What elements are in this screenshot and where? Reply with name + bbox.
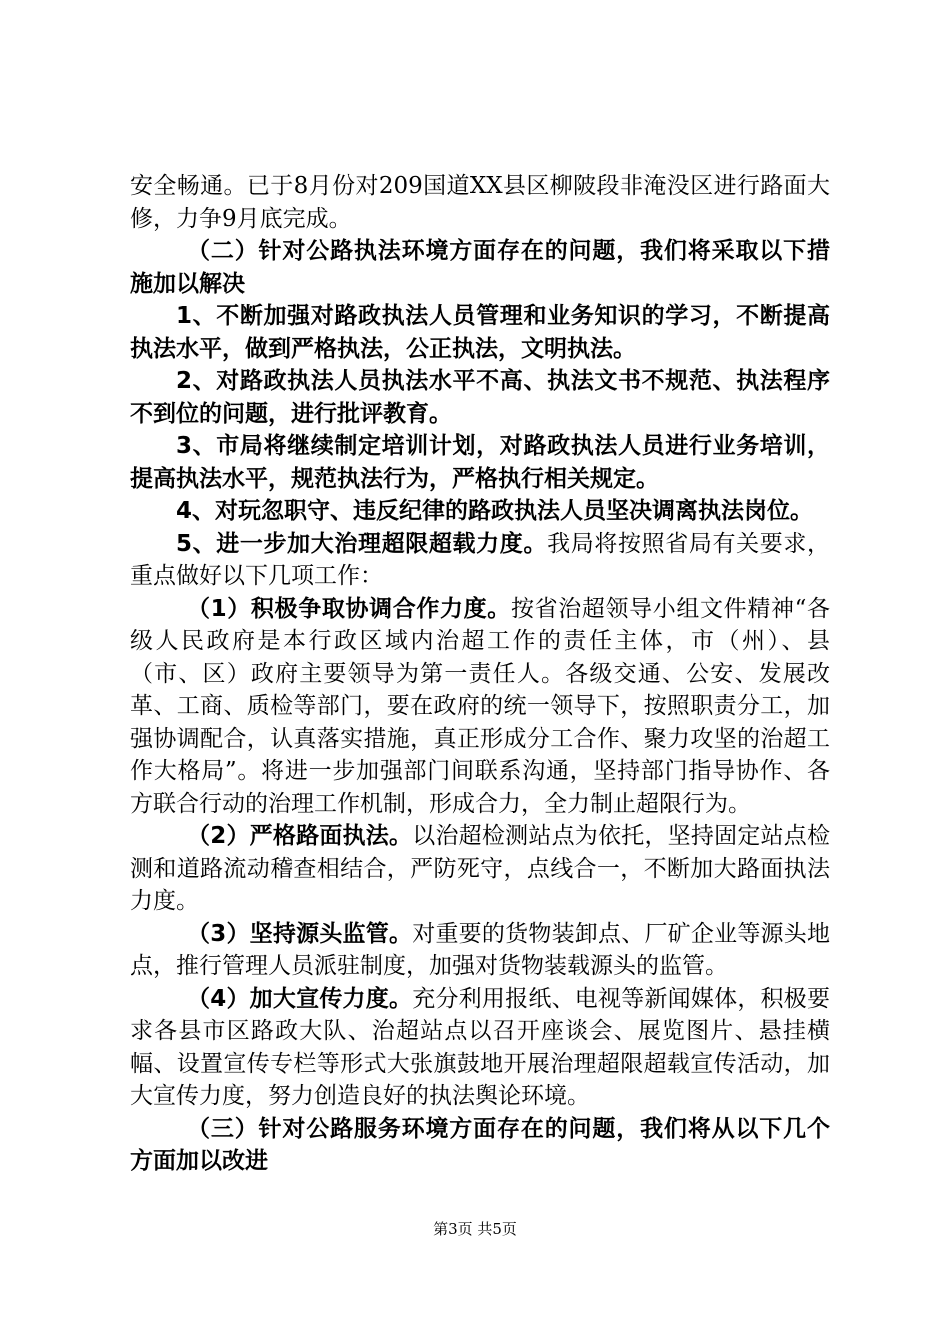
sub-item-3: （3）坚持源头监管。 [187,920,413,947]
list-item-5: 5、进一步加大治理超限超载力度。 [176,530,548,557]
section-heading-3: （三）针对公路服务环境方面存在的问题，我们将从以下几个方面加以改进 [130,1115,830,1174]
list-item-2: 2、对路政执法人员执法水平不高、执法文书不规范、执法程序不到位的问题，进行批评教育。 [130,368,830,427]
paragraph-10 [130,918,830,983]
sub-item-2: （2）严格路面执法。 [187,823,413,849]
paragraph-text: 我局将按照省局有关要求，重点做好以下几项工作： [130,530,830,589]
page-footer: 第3页 共5页 [433,1220,517,1238]
paragraph-text: 充分利用报纸、电视等新闻媒体，积极要求各县市区路政大队、治超站点以召开座谈会、展览图片、悬挂横幅、设置宣传专栏等形式大张旗鼓地开展治理超限超载宣传活动，加大宣传力度，努力创造良好的执法舆论环境。 [130,985,831,1109]
document-body [130,170,830,1178]
paragraph-text: 安全畅通。已于8月份对209国道XX县区柳陂段非淹没区进行路面大修，力争9月底完成。 [130,173,830,232]
sub-item-1: （1）积极争取协调合作力度。 [187,595,511,622]
paragraph-8 [130,593,830,821]
list-item-4: 4、对玩忽职守、违反纪律的路政执法人员坚决调离执法岗位。 [176,498,814,524]
sub-item-4: （4）加大宣传力度。 [187,985,413,1012]
paragraph-text: 以治超检测站点为依托，坚持固定站点检测和道路流动稽查相结合，严防死守，点线合一，不断加大路面执法力度。 [130,823,831,914]
paragraph-7 [130,528,830,593]
paragraph-5 [130,430,830,495]
list-item-1: 1、不断加强对路政执法人员管理和业务知识的学习，不断提高执法水平，做到严格执法，公正执法，文明执法。 [130,303,830,362]
section-heading-2: （二）针对公路执法环境方面存在的问题，我们将采取以下措施加以解决 [130,238,830,297]
paragraph-text: 对重要的货物装卸点、厂矿企业等源头地点，推行管理人员派驻制度，加强对货物装载源头的监管。 [130,920,831,979]
list-item-3: 3、市局将继续制定培训计划，对路政执法人员进行业务培训，提高执法水平，规范执法行为，严格执行相关规定。 [130,433,830,492]
paragraph-text: 按省治超领导小组文件精神“各级人民政府是本行政区域内治超工作的责任主体，市（州）、县（市、区）政府主要领导为第一责任人。各级交通、公安、发展改革、工商、质检等部门，要在政府的统一领导下，按照职责分工，加强协调配合，认真落实措施，真正形成分工合作、聚力攻坚的治超工作大格局”。将进一步加强部门间联系沟通，坚持部门指导协作、各方联合行动的治理工作机制，形成合力，全力制止超限行为。 [130,595,830,817]
paragraph-2 [130,235,830,300]
paragraph-9 [130,820,830,918]
paragraph-12 [130,1113,830,1178]
paragraph-11 [130,983,830,1113]
paragraph-1 [130,170,830,235]
paragraph-3 [130,300,830,365]
paragraph-4 [130,365,830,430]
paragraph-6 [130,495,830,528]
